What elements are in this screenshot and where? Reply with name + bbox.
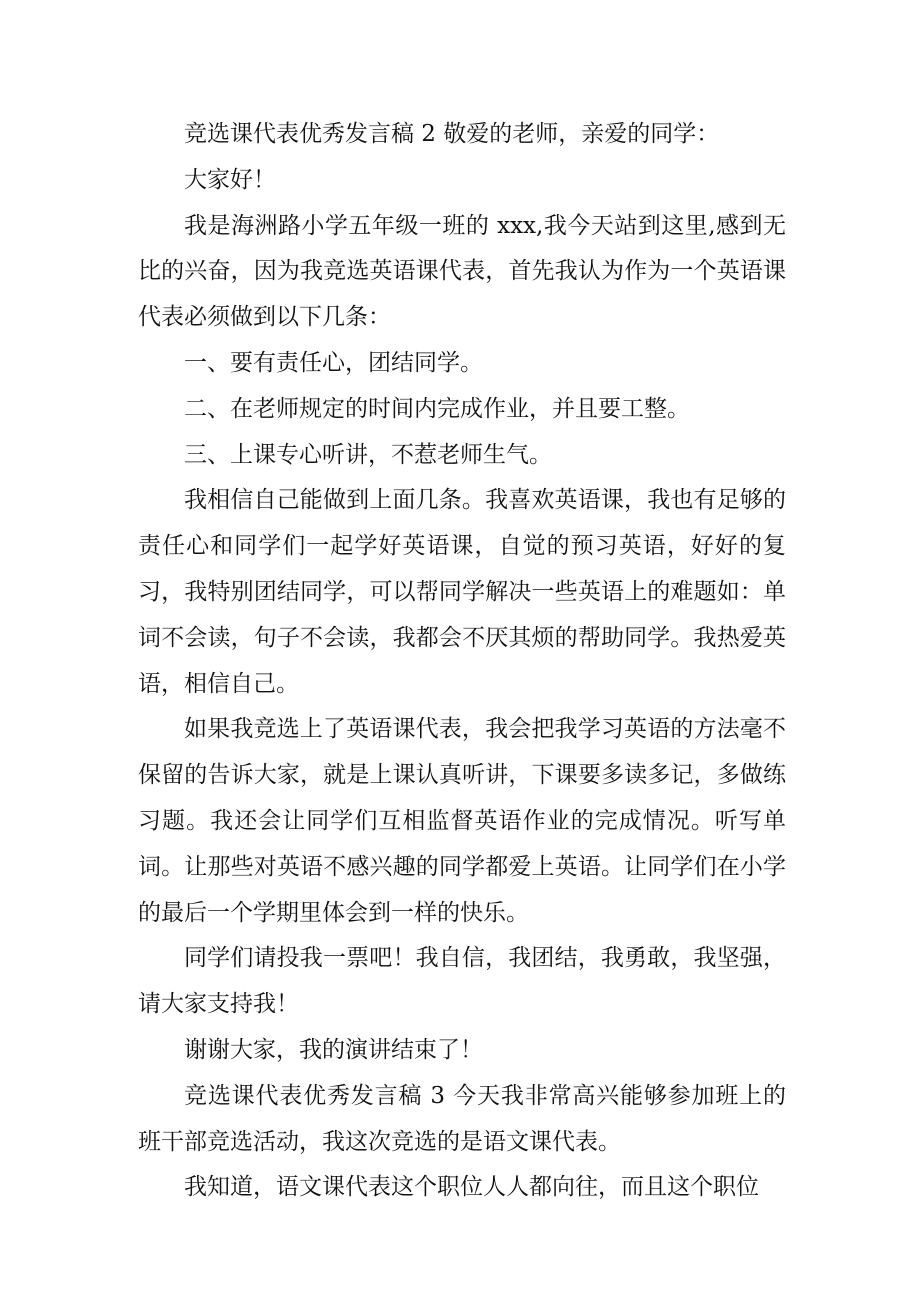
paragraph-thanks: 谢谢大家，我的演讲结束了！ xyxy=(184,1036,483,1063)
paragraph-appeal: 同学们请投我一票吧！我自信，我团结，我勇敢，我坚强，请大家支持我！ xyxy=(138,945,786,1018)
document-body xyxy=(138,112,786,1211)
paragraph-point-1: 一、要有责任心，团结同学。 xyxy=(184,349,483,376)
paragraph-point-2: 二、在老师规定的时间内完成作业，并且要工整。 xyxy=(184,395,690,422)
paragraph-plan: 如果我竞选上了英语课代表，我会把我学习英语的方法毫不保留的告诉大家，就是上课认真听讲，下课要多读多记，多做练习题。我还会让同学们互相监督英语作业的完成情况。听写单词。让那些对英语不感兴趣的同学都爱上英语。让同学们在小学的最后一个学期里体会到一样的快乐。 xyxy=(138,716,786,926)
paragraph-point-3: 三、上课专心听讲，不惹老师生气。 xyxy=(184,441,552,468)
paragraph-heading-2: 竞选课代表优秀发言稿 2 敬爱的老师，亲爱的同学： xyxy=(184,121,720,147)
paragraph-heading-3: 竞选课代表优秀发言稿 3 今天我非常高兴能够参加班上的班干部竞选活动，我这次竞选的是语文课代表。 xyxy=(138,1082,786,1155)
paragraph-greeting: 大家好！ xyxy=(184,166,276,193)
paragraph-belief: 我相信自己能做到上面几条。我喜欢英语课，我也有足够的责任心和同学们一起学好英语课，自觉的预习英语，好好的复习，我特别团结同学，可以帮同学解决一些英语上的难题如：单词不会读，句子不会读，我都会不厌其烦的帮助同学。我热爱英语，相信自己。 xyxy=(138,487,786,697)
paragraph-continued: 我知道，语文课代表这个职位人人都向往，而且这个职位 xyxy=(184,1174,759,1201)
paragraph-intro: 我是海洲路小学五年级一班的 xxx,我今天站到这里,感到无比的兴奋，因为我竞选英语课代表，首先我认为作为一个英语课代表必须做到以下几条： xyxy=(138,212,786,331)
